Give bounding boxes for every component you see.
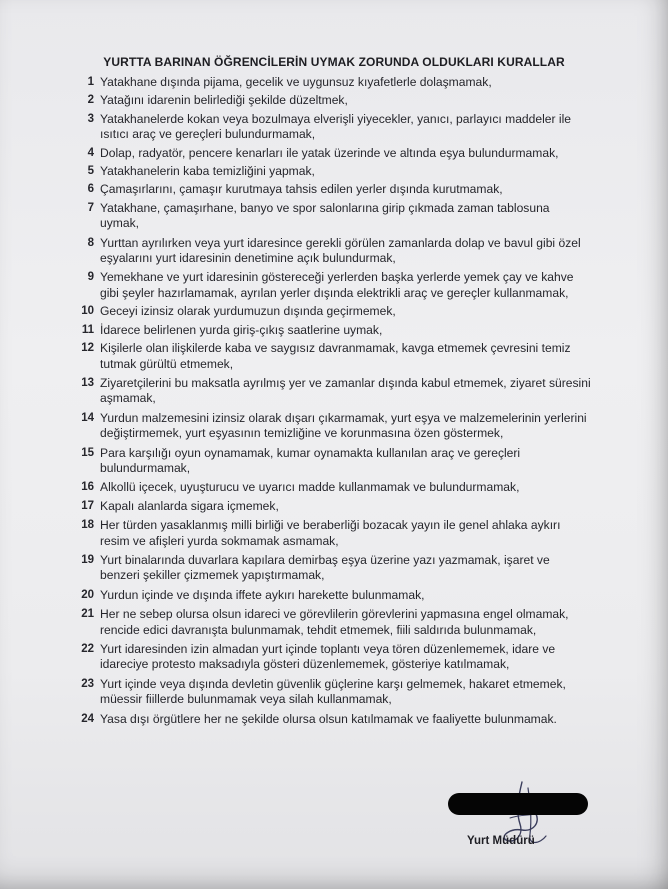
rule-item xyxy=(76,518,591,549)
rule-item xyxy=(76,588,591,603)
redacted-name-bar xyxy=(448,793,588,815)
rule-number: 1 xyxy=(87,76,94,88)
rule-item xyxy=(76,270,591,301)
rule-text: Yurdun malzemesini izinsiz olarak dışarı çıkarmamak, yurt eşya ve malzemelerinin yerlerini değiştirmemek, yurt eşyasının temizliğine ve korunmasına özen göstermek, xyxy=(100,410,587,441)
rule-text: Yatakhane dışında pijama, gecelik ve uygunsuz kıyafetlerle dolaşmamak, xyxy=(100,75,492,89)
rule-item xyxy=(76,323,591,338)
rule-number: 7 xyxy=(87,201,94,214)
rule-number: 14 xyxy=(81,411,94,424)
rule-number: 22 xyxy=(81,643,94,655)
rule-item xyxy=(76,304,591,319)
rule-text: Yurt idaresinden izin almadan yurt içinde toplantı veya tören düzenlememek, idare ve idareciye protesto maksadıyla gösteri düzenlememek, gösteriye katılmamak, xyxy=(100,642,556,672)
rule-text: Para karşılığı oyun oynamamak, kumar oynamakta kullanılan araç ve gereçleri bulundurmamak, xyxy=(100,445,521,475)
rule-item xyxy=(76,677,591,708)
rule-number: 15 xyxy=(81,446,94,459)
signature-title: Yurt Müdürü xyxy=(467,835,535,847)
rule-item xyxy=(76,75,591,90)
rule-item xyxy=(76,236,591,267)
rule-number: 10 xyxy=(81,305,94,318)
rule-number: 12 xyxy=(81,342,94,355)
rule-item xyxy=(76,341,591,372)
rule-number: 19 xyxy=(81,553,94,566)
rules-list xyxy=(76,75,591,727)
rule-number: 21 xyxy=(81,608,94,621)
rule-text: Dolap, radyatör, pencere kenarları ile yatak üzerinde ve altında eşya bulundurmamak, xyxy=(100,145,559,160)
rule-text: Yurt içinde veya dışında devletin güvenlik güçlerine karşı gelmemek, hakaret etmemek, müessir fiillerde bulunmamak veya silah kullanmamak, xyxy=(100,676,566,707)
rule-item xyxy=(76,201,591,232)
rule-item xyxy=(76,446,591,477)
document-title: YURTTA BARINAN ÖĞRENCİLERİN UYMAK ZORUNDA OLDUKLARI KURALLAR xyxy=(103,55,565,69)
rule-text: Her ne sebep olursa olsun idareci ve görevlilerin görevlerini yapmasına engel olmamak, rencide edici davranışta bulunmamak, tehdit etmemek, fiili saldırıda bulunmamak, xyxy=(100,607,569,637)
rule-item xyxy=(76,164,591,179)
rule-number: 3 xyxy=(87,112,94,125)
rule-item xyxy=(76,411,591,442)
rule-text: Her türden yasaklanmış milli birliği ve beraberliği bozacak yayın ile genel ahlaka aykırı resim ve afişleri yurda sokmamak asmamak, xyxy=(100,518,561,548)
rule-text: Yatağını idarenin belirlediği şekilde düzeltmek, xyxy=(100,93,348,108)
rule-number: 17 xyxy=(81,499,94,512)
rule-text: İdarece belirlenen yurda giriş-çıkış saatlerine uymak, xyxy=(100,322,383,337)
rule-item xyxy=(76,480,591,495)
rule-text: Kapalı alanlarda sigara içmemek, xyxy=(100,498,279,513)
rule-item xyxy=(76,642,591,673)
rule-text: Yurdun içinde ve dışında iffete aykırı harekette bulunmamak, xyxy=(100,587,425,602)
rule-item xyxy=(76,182,591,197)
rule-item xyxy=(76,112,591,143)
rule-text: Geceyi izinsiz olarak yurdumuzun dışında geçirmemek, xyxy=(100,304,396,319)
rule-item xyxy=(76,712,591,727)
rule-number: 23 xyxy=(81,677,94,690)
rule-text: Yatakhane, çamaşırhane, banyo ve spor salonlarına girip çıkmada zaman tablosuna uymak, xyxy=(100,200,550,231)
rule-text: Yurttan ayrılırken veya yurt idaresince gerekli görülen zamanlarda dolap ve bavul gibi özel eşyalarını yurt idaresinin denetimine açık bulundurmak, xyxy=(100,235,581,266)
rule-item xyxy=(76,553,591,584)
rule-text: Yurt binalarında duvarlara kapılara demirbaş eşya üzerine yazı yazmamak, işaret ve benzeri şekiller çizmemek yapıştırmamak, xyxy=(100,552,550,583)
rule-number: 8 xyxy=(87,236,94,249)
rule-item xyxy=(76,376,591,407)
rule-text: Alkollü içecek, uyuşturucu ve uyarıcı madde kullanmamak ve bulundurmamak, xyxy=(100,480,520,495)
rule-number: 11 xyxy=(81,323,94,336)
rule-item xyxy=(76,93,591,108)
rule-text: Çamaşırlarını, çamaşır kurutmaya tahsis edilen yerler dışında kurutmamak, xyxy=(100,182,503,197)
rule-number: 5 xyxy=(87,165,94,178)
rule-text: Kişilerle olan ilişkilerde kaba ve saygısız davranmamak, kavga etmemek çevresini temiz tutmak gürültü etmemek, xyxy=(100,341,571,371)
rule-number: 4 xyxy=(87,146,94,159)
rule-number: 24 xyxy=(81,712,94,725)
rule-number: 2 xyxy=(87,94,94,107)
rule-text: Yatakhanelerin kaba temizliğini yapmak, xyxy=(100,164,315,179)
rule-item xyxy=(76,607,591,638)
rule-number: 18 xyxy=(81,519,94,532)
rule-number: 13 xyxy=(81,376,94,389)
rule-number: 20 xyxy=(81,588,94,601)
rule-number: 6 xyxy=(87,183,94,196)
rule-text: Yasa dışı örgütlere her ne şekilde olursa olsun katılmamak ve faaliyette bulunmamak. xyxy=(100,711,557,726)
rule-item xyxy=(76,146,591,161)
rule-number: 9 xyxy=(87,271,94,284)
rule-text: Yemekhane ve yurt idaresinin göstereceği yerlerden başka yerlerde yemek çay ve kahve gibi şeyler hazırlamamak, ayrılan yerler dışında elektrikli araç ve gereçler kullanmamak, xyxy=(100,270,574,300)
rule-number: 16 xyxy=(81,481,94,494)
rule-text: Ziyaretçilerini bu maksatla ayrılmış yer ve zamanlar dışında kabul etmemek, ziyaret süresini aşmamak, xyxy=(100,375,591,406)
rule-text: Yatakhanelerde kokan veya bozulmaya elverişli yiyecekler, yanıcı, parlayıcı maddeler ile ısıtıcı araç ve gereçleri bulundurmamak, xyxy=(100,111,571,142)
rule-item xyxy=(76,499,591,514)
signature-block xyxy=(440,790,600,860)
